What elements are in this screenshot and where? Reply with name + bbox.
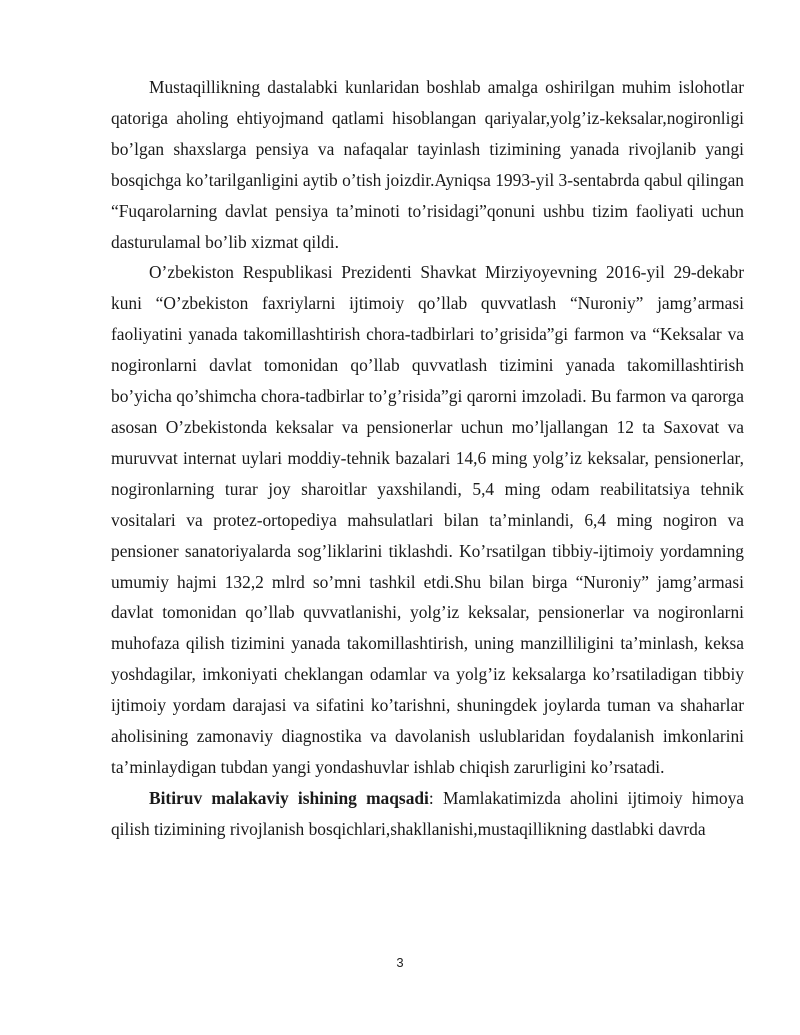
goal-colon: : [428, 787, 443, 808]
goal-text: Mamlakatimizda aholini ijtimoiy himoya qilish tizimining rivojlanish bosqichlari,shakllanishi,mustaqillikning dastlabki davrda [111, 787, 744, 839]
paragraph-3 [111, 783, 744, 845]
paragraph-2: O’zbekiston Respublikasi Prezidenti Shavkat Mirziyoyevning 2016-yil 29-dekabr kuni “O’zbekiston faxriylarni ijtimoiy qo’llab quvvatlash “Nuroniy” jamg’armasi faoliyatini yanada takomillashtirish chora-tadbirlari to’grisida”gi farmon va “Keksalar va nogironlarni davlat tomonidan qo’llab quvvatlash tizimini yanada takomillashtirish bo’yicha qo’shimcha chora-tadbirlar to’g’risida”gi qarorni imzoladi. Bu farmon va qarorga asosan O’zbekistonda keksalar va pensionerlar uchun mo’ljallangan 12 ta Saxovat va muruvvat internat uylari moddiy-tehnik bazalari 14,6 ming yolg’iz keksalar, pensionerlar, nogironlarning turar joy sharoitlar yaxshilandi, 5,4 ming odam reabilitatsiya tehnik vositalari va protez-ortopediya mahsulatlari bilan ta’minlandi, 6,4 ming nogiron va pensioner sanatoriyalarda sog’liklarini tiklashdi. Ko’rsatilgan tibbiy-ijtimoiy yordamning umumiy hajmi 132,2 mlrd so’mni tashkil etdi.Shu bilan birga “Nuroniy” jamg’armasi davlat tomonidan qo’llab quvvatlanishi, yolg’iz keksalar, pensionerlar va nogironlarni muhofaza qilish tizimini yanada takomillashtirish, uning manzilliligini ta’minlash, keksa yoshdagilar, imkoniyati cheklangan odamlar va yolg’iz keksalarga ko’rsatiladigan tibbiy ijtimoiy yordam darajasi va sifatini ko’tarishni, shuningdek joylarda tuman va shaharlar aholisining zamonaviy diagnostika va davolanish uslublaridan foydalanish imkonlarini ta’minlaydigan tubdan yangi yondashuvlar ishlab chiqish zarurligini ko’rsatadi. [111, 262, 744, 777]
document-body [111, 72, 744, 845]
paragraph-1: Mustaqillikning dastalabki kunlaridan boshlab amalga oshirilgan muhim islohotlar qatoriga aholing ehtiyojmand qatlami hisoblangan qariyalar,yolg’iz-keksalar,nogironligi bo’lgan shaxslarga pensiya va nafaqalar tayinlash tizimining yanada rivojlanib yangi bosqichga ko’tarilganligini aytib o’tish joizdir.Ayniqsa 1993-yil 3-sentabrda qabul qilingan “Fuqarolarning davlat pensiya ta’minoti to’risidagi”qonuni ushbu tizim faoliyati uchun dasturulamal bo’lib xizmat qildi. [111, 77, 744, 252]
page-number: 3 [396, 955, 404, 970]
goal-heading: Bitiruv malakaviy ishining maqsadi [149, 787, 429, 808]
